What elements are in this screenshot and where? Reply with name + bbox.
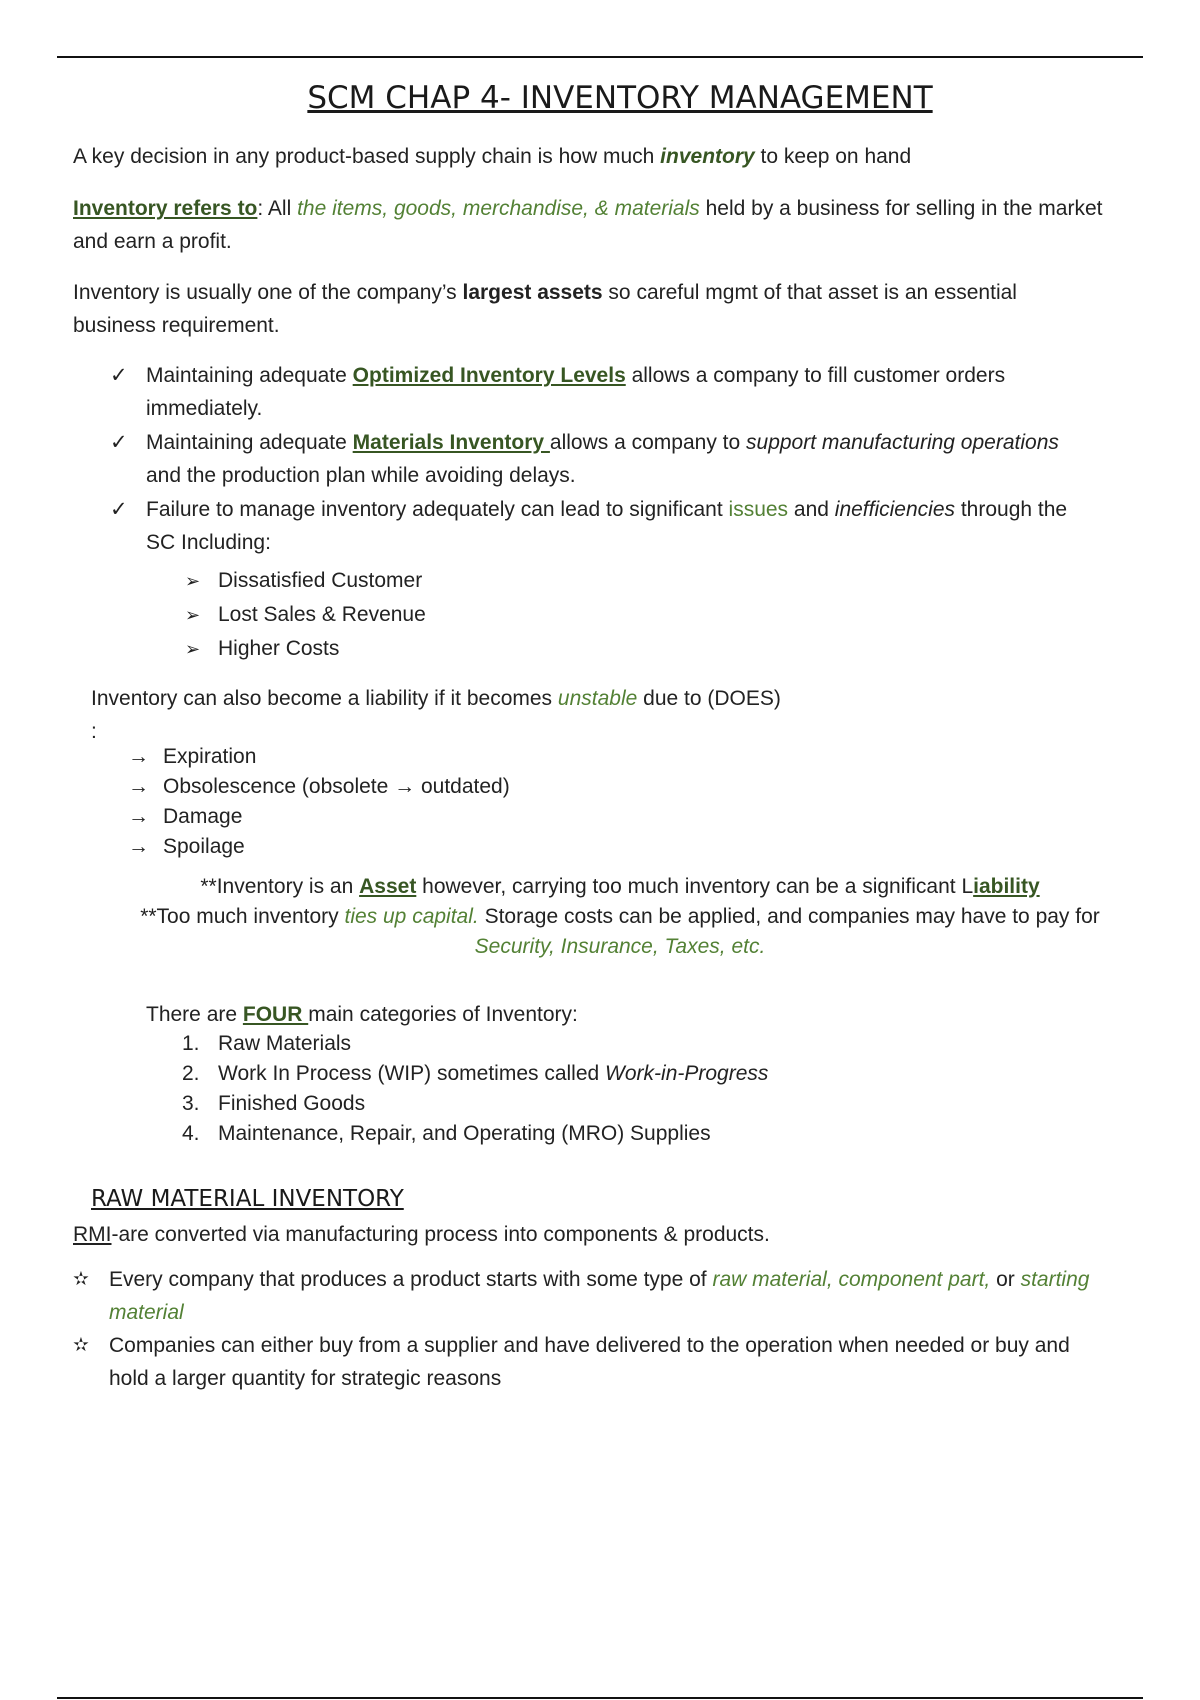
categories-list xyxy=(182,1029,768,1149)
bottom-rule xyxy=(57,1697,1143,1699)
list-item: ➢ Lost Sales & Revenue xyxy=(185,598,426,632)
list-item: → Damage xyxy=(128,802,510,832)
list-item: ✫ Every company that produces a product starts with some type of raw material, component part, or starting material xyxy=(73,1263,1103,1329)
four-term: FOUR xyxy=(242,1003,309,1026)
arrow-right-icon: → xyxy=(394,775,416,798)
definition-label: Inventory refers to xyxy=(73,197,258,220)
materials-inventory-link: Materials Inventory xyxy=(352,431,550,454)
list-item: 4. Maintenance, Repair, and Operating (MRO) Supplies xyxy=(182,1122,711,1145)
list-item: ✓ Failure to manage inventory adequately can lead to significant issues and inefficiencies through the SC Including: xyxy=(110,493,1090,559)
definition-paragraph: Inventory refers to: All the items, goods, merchandise, & materials held by a business for selling in the market and earn a profit. xyxy=(73,197,1103,253)
arrowhead-bullet-icon: ➢ xyxy=(185,605,201,625)
arrowhead-bullet-icon: ➢ xyxy=(185,571,201,591)
four-categories-intro: There are FOUR main categories of Inventory: xyxy=(146,1003,578,1026)
list-item: ➢ Higher Costs xyxy=(185,632,426,666)
list-item: ✓ Maintaining adequate Optimized Inventory Levels allows a company to fill customer orders immediately. xyxy=(110,359,1090,425)
intro-paragraph: A key decision in any product-based supply chain is how much inventory to keep on hand xyxy=(73,145,912,168)
star-list xyxy=(73,1263,1103,1395)
consequences-list xyxy=(185,564,426,666)
definition-items: the items, goods, merchandise, & materials xyxy=(297,197,700,220)
page-title: SCM CHAP 4- INVENTORY MANAGEMENT xyxy=(307,80,933,116)
asset-term: Asset xyxy=(359,875,417,898)
checkmark-icon: ✓ xyxy=(110,364,128,387)
does-list xyxy=(128,742,510,862)
arrow-right-icon: → xyxy=(128,805,149,828)
rmi-abbr: RMI xyxy=(73,1223,112,1246)
list-item: → Expiration xyxy=(128,742,510,772)
list-item: → Obsolescence (obsolete → outdated) xyxy=(128,772,510,802)
inventory-term: inventory xyxy=(660,145,755,168)
list-item: ✫ Companies can either buy from a supplier and have delivered to the operation when needed or buy and hold a larger quantity for strategic reasons xyxy=(73,1329,1103,1395)
list-item: 3. Finished Goods xyxy=(182,1092,366,1115)
arrow-right-icon: → xyxy=(128,775,149,798)
liability-term: iability xyxy=(973,875,1040,898)
optimized-levels-link: Optimized Inventory Levels xyxy=(352,364,626,387)
liability-paragraph: Inventory can also become a liability if it becomes unstable due to (DOES) : xyxy=(91,687,781,743)
arrow-right-icon: → xyxy=(128,745,149,768)
arrow-right-icon: → xyxy=(128,835,149,858)
list-item: ➢ Dissatisfied Customer xyxy=(185,564,426,598)
rmi-paragraph: RMI-are converted via manufacturing process into components & products. xyxy=(73,1223,770,1246)
raw-material-heading: RAW MATERIAL INVENTORY xyxy=(91,1186,404,1212)
capital-note: **Too much inventory ties up capital. Storage costs can be applied, and companies may have to pay for Security, Insurance, Taxes, etc. xyxy=(140,905,1100,958)
checkmark-icon: ✓ xyxy=(110,498,128,521)
star-outline-icon: ✫ xyxy=(73,1335,89,1356)
asset-note: **Inventory is an Asset however, carrying too much inventory can be a significant Liability xyxy=(200,875,1040,898)
list-item: 1. Raw Materials xyxy=(182,1032,352,1055)
list-item: ✓ Maintaining adequate Materials Inventory allows a company to support manufacturing operations and the production plan while avoiding delays. xyxy=(110,426,1090,492)
checkmark-icon: ✓ xyxy=(110,431,128,454)
top-rule xyxy=(57,56,1143,58)
list-item: 2. Work In Process (WIP) sometimes called Work-in-Progress xyxy=(182,1062,769,1085)
list-item: → Spoilage xyxy=(128,832,510,862)
unstable-term: unstable xyxy=(557,687,638,710)
star-outline-icon: ✫ xyxy=(73,1269,89,1290)
assets-paragraph: Inventory is usually one of the company’s largest assets so careful mgmt of that asset is an essential business requirement. xyxy=(73,281,1017,337)
largest-assets: largest assets xyxy=(462,281,603,304)
arrowhead-bullet-icon: ➢ xyxy=(185,639,201,659)
check-list xyxy=(110,359,1090,560)
